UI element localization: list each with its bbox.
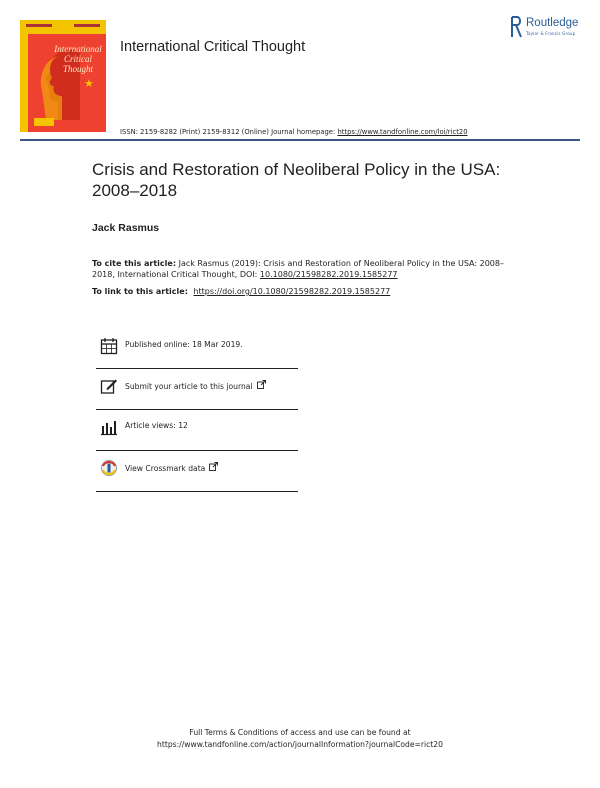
citation-label: To cite this article: — [92, 259, 177, 268]
submit-row[interactable] — [96, 370, 298, 408]
views-row — [96, 411, 298, 449]
journal-title[interactable]: International Critical Thought — [120, 39, 306, 55]
publisher-logo[interactable] — [510, 16, 590, 40]
external-link-icon — [257, 380, 266, 389]
info-divider — [96, 409, 298, 410]
submit-article-link[interactable] — [125, 380, 266, 391]
info-divider — [96, 491, 298, 492]
citation-text: Jack Rasmus (2019): Crisis and Restoration of Neoliberal Policy in the USA: 2008–2018, International Critical Thought, DOI: — [92, 259, 504, 279]
cover-side-band — [20, 34, 28, 132]
calendar-icon — [100, 337, 118, 355]
article-link-url[interactable]: https://doi.org/10.1080/21598282.2019.1585277 — [193, 287, 391, 296]
journal-cover — [20, 20, 106, 132]
doi-link[interactable]: 10.1080/21598282.2019.1585277 — [259, 270, 398, 279]
terms-footer — [0, 727, 600, 751]
article-link-label: To link to this article: — [92, 287, 188, 296]
publisher-tagline: Taylor & Francis Group — [526, 31, 576, 36]
crossmark-link[interactable] — [125, 462, 218, 473]
submit-article-label: Submit your article to this journal — [125, 382, 253, 391]
cover-publisher-box — [34, 118, 54, 126]
terms-footer-link[interactable]: https://www.tandfonline.com/action/journalInformation?journalCode=rict20 — [157, 740, 443, 749]
crossmark-row[interactable] — [96, 452, 298, 490]
issn-text: ISSN: 2159-8282 (Print) 2159-8312 (Online) Journal homepage: — [120, 128, 338, 136]
article-title: Crisis and Restoration of Neoliberal Policy in the USA: 2008–2018 — [92, 160, 501, 200]
crossmark-icon — [100, 459, 118, 477]
issn-line — [120, 128, 468, 136]
published-row — [96, 330, 298, 368]
cover-star-icon: ★ — [84, 77, 94, 90]
journal-homepage-link[interactable]: https://www.tandfonline.com/loi/rict20 — [337, 128, 468, 136]
cover-title: International Critical Thought — [54, 44, 102, 74]
external-link-icon — [209, 462, 218, 471]
publisher-name: Routledge — [526, 17, 579, 29]
published-date: Published online: 18 Mar 2019. — [125, 340, 243, 349]
article-link-line — [92, 287, 390, 296]
info-divider — [96, 450, 298, 451]
header-divider — [20, 139, 580, 141]
routledge-r-icon — [510, 16, 522, 38]
citation-block — [92, 258, 512, 280]
edit-icon — [100, 377, 118, 395]
author-name: Jack Rasmus — [92, 222, 160, 234]
article-views: Article views: 12 — [125, 421, 188, 430]
cover-top-band — [20, 20, 106, 34]
terms-footer-text: Full Terms & Conditions of access and use can be found at — [189, 728, 411, 737]
bar-chart-icon — [100, 418, 118, 436]
crossmark-label: View Crossmark data — [125, 464, 206, 473]
info-divider — [96, 368, 298, 369]
